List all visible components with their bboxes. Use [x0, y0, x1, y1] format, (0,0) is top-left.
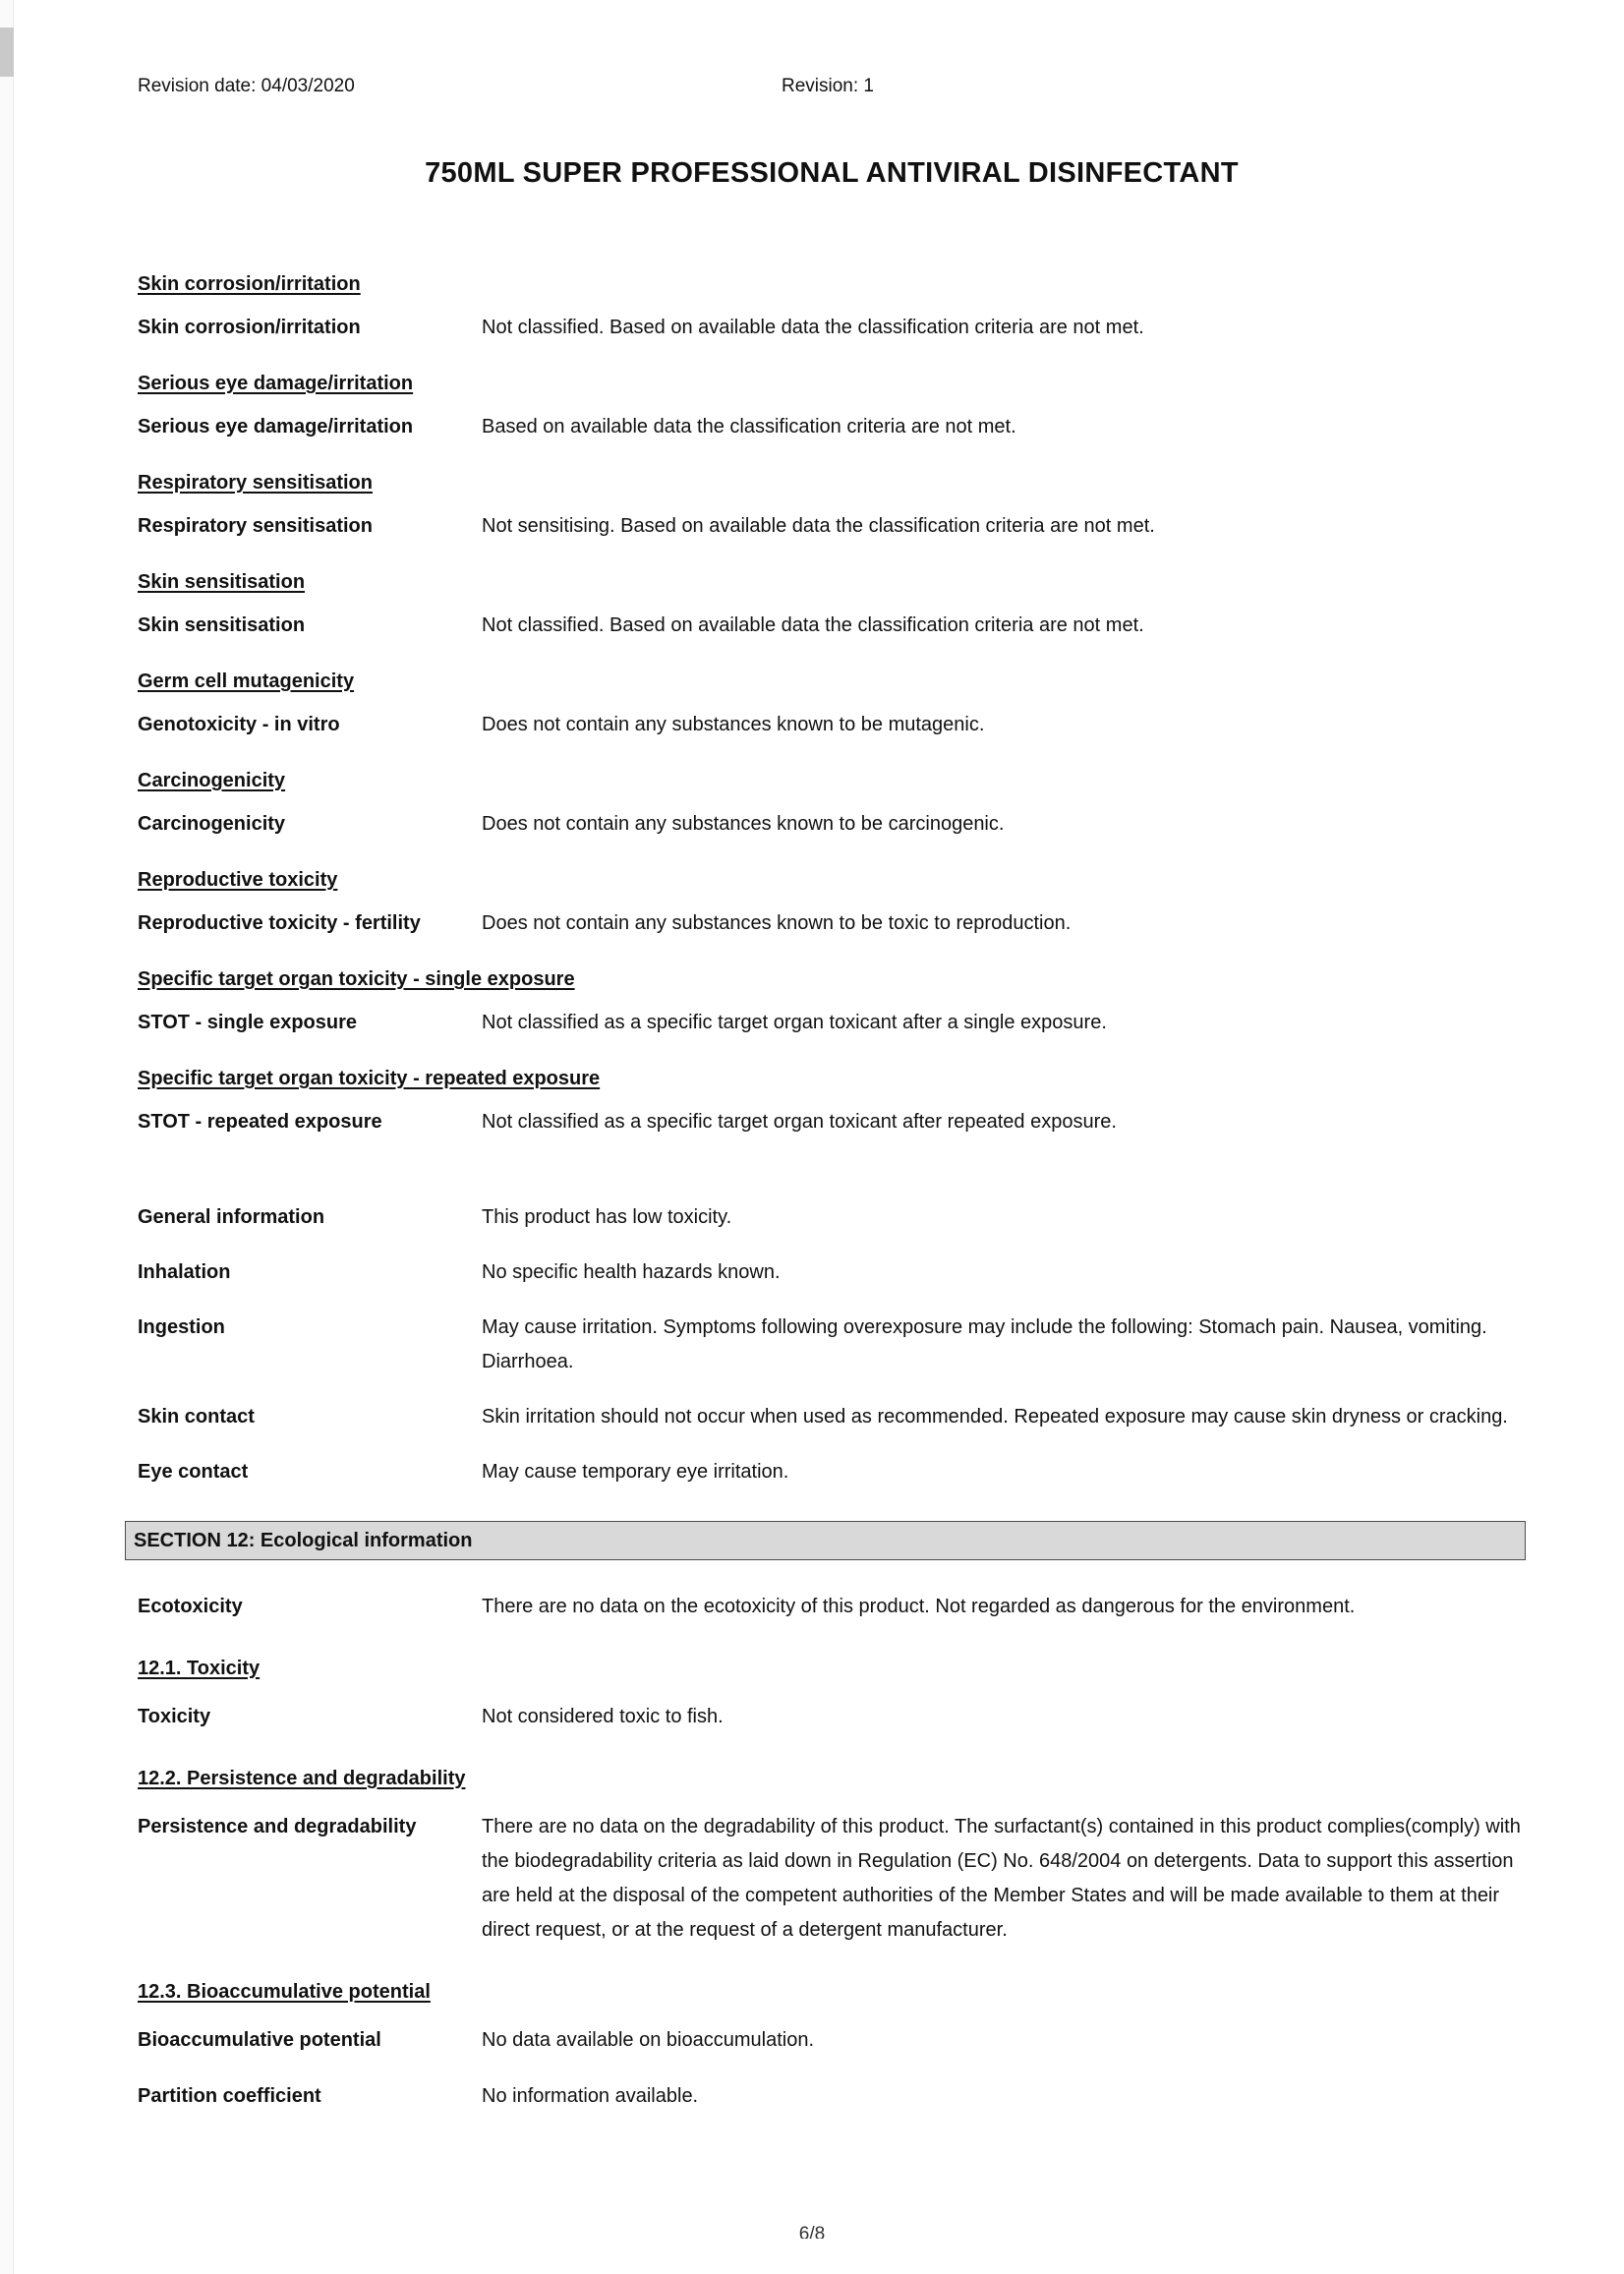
revision-number-text: Revision: 1: [782, 76, 874, 96]
field-value: Not classified as a specific target organ toxicant after a single exposure.: [482, 1012, 1107, 1033]
field-value: May cause temporary eye irritation.: [482, 1461, 789, 1483]
document-header: [138, 0, 1526, 98]
field-value: There are no data on the degradability of this product. The surfactant(s) contained in this product complies(comply) with the biodegradability criteria as laid down in Regulation (EC) No. 648/2004 on detergents. Data to support this assertion are held at the disposal of the competent authorities of the Member States and will be made available to them at their direct request, or at the request of a detergent manufacturer.: [482, 1816, 1521, 1941]
group-heading: Skin sensitisation: [138, 571, 306, 593]
field-value: No information available.: [482, 2085, 699, 2107]
document-page: [134, 0, 1526, 2114]
field-value: No data available on bioaccumulation.: [482, 2029, 814, 2051]
field-row: [138, 1810, 1526, 1948]
group-heading: Carcinogenicity: [138, 770, 286, 791]
field-label: STOT - single exposure: [138, 1012, 358, 1033]
field-label: General information: [138, 1206, 325, 1228]
field-value: Based on available data the classification criteria are not met.: [482, 416, 1016, 437]
page-edge-strip: [0, 0, 14, 2274]
field-value: Not classified. Based on available data the classification criteria are not met.: [482, 614, 1144, 636]
field-value: Skin irritation should not occur when used as recommended. Repeated exposure may cause skin dryness or cracking.: [482, 1406, 1508, 1428]
field-value: Does not contain any substances known to be carcinogenic.: [482, 813, 1005, 835]
section-12-title: SECTION 12: Ecological information: [134, 1530, 473, 1551]
field-row: [138, 1400, 1526, 1434]
group-germ-cell-mutagenicity: [138, 665, 1526, 742]
field-label: Serious eye damage/irritation: [138, 416, 414, 437]
field-label: Skin corrosion/irritation: [138, 317, 361, 338]
toxicology-groups: [138, 267, 1526, 1139]
field-value: Not considered toxic to fish.: [482, 1706, 724, 1727]
field-label: Skin contact: [138, 1406, 255, 1428]
document-title: 750ML SUPER PROFESSIONAL ANTIVIRAL DISINFECTANT: [425, 157, 1239, 189]
health-effects-rows: [138, 1200, 1526, 1489]
field-label: Persistence and degradability: [138, 1816, 417, 1837]
field-row: [138, 1200, 1526, 1235]
field-row: [138, 311, 1526, 345]
field-label: Genotoxicity - in vitro: [138, 714, 340, 735]
field-value: This product has low toxicity.: [482, 1206, 732, 1228]
subsection-heading-12-2: 12.2. Persistence and degradability: [138, 1768, 466, 1789]
field-row: [138, 2079, 1526, 2114]
field-value: Does not contain any substances known to be toxic to reproduction.: [482, 912, 1072, 934]
group-heading: Respiratory sensitisation: [138, 472, 373, 494]
field-label: Respiratory sensitisation: [138, 515, 373, 537]
field-row: [138, 906, 1526, 941]
field-row: [138, 1255, 1526, 1290]
field-row: [138, 1590, 1526, 1624]
field-row: [138, 410, 1526, 444]
group-heading: Specific target organ toxicity - single exposure: [138, 968, 575, 990]
group-heading: Reproductive toxicity: [138, 869, 338, 891]
field-row: [138, 708, 1526, 742]
field-row: [138, 807, 1526, 842]
group-heading: Skin corrosion/irritation: [138, 273, 361, 295]
field-label: Ecotoxicity: [138, 1596, 243, 1617]
group-skin-corrosion: [138, 267, 1526, 345]
group-stot-repeated-exposure: [138, 1062, 1526, 1139]
group-respiratory-sensitisation: [138, 466, 1526, 544]
field-row: [138, 1455, 1526, 1489]
group-stot-single-exposure: [138, 962, 1526, 1040]
page-number: 6/8: [798, 2224, 826, 2239]
section-12-header-bar: [125, 1521, 1526, 1560]
field-value: No specific health hazards known.: [482, 1261, 781, 1283]
field-value: Does not contain any substances known to be mutagenic.: [482, 714, 985, 735]
field-row: [138, 1105, 1526, 1139]
subsection-heading-12-3: 12.3. Bioaccumulative potential: [138, 1981, 431, 2003]
group-heading: Specific target organ toxicity - repeated exposure: [138, 1068, 601, 1089]
field-row: [138, 609, 1526, 643]
field-value: There are no data on the ecotoxicity of this product. Not regarded as dangerous for the environment.: [482, 1596, 1356, 1617]
field-label: Toxicity: [138, 1706, 211, 1727]
field-label: Ingestion: [138, 1316, 225, 1338]
field-value: Not classified as a specific target organ toxicant after repeated exposure.: [482, 1111, 1117, 1133]
field-row: [138, 1700, 1526, 1734]
group-heading: Germ cell mutagenicity: [138, 671, 355, 692]
group-heading: Serious eye damage/irritation: [138, 373, 414, 394]
group-skin-sensitisation: [138, 565, 1526, 643]
revision-date-text: Revision date: 04/03/2020: [138, 76, 355, 96]
group-serious-eye-damage: [138, 367, 1526, 444]
field-label: STOT - repeated exposure: [138, 1111, 382, 1133]
field-row: [138, 509, 1526, 544]
field-label: Inhalation: [138, 1261, 231, 1283]
subsection-heading-12-1: 12.1. Toxicity: [138, 1658, 261, 1679]
group-reproductive-toxicity: [138, 863, 1526, 941]
field-label: Bioaccumulative potential: [138, 2029, 381, 2051]
field-label: Eye contact: [138, 1461, 249, 1483]
group-carcinogenicity: [138, 764, 1526, 842]
field-value: Not sensitising. Based on available data the classification criteria are not met.: [482, 515, 1155, 537]
field-label: Skin sensitisation: [138, 614, 306, 636]
field-label: Carcinogenicity: [138, 813, 286, 835]
field-label: Partition coefficient: [138, 2085, 321, 2107]
field-label: Reproductive toxicity - fertility: [138, 912, 421, 934]
field-row: [138, 1006, 1526, 1040]
field-row: [138, 1311, 1526, 1379]
field-row: [138, 2023, 1526, 2058]
page-edge-corner: [0, 28, 14, 77]
field-value: Not classified. Based on available data the classification criteria are not met.: [482, 317, 1144, 338]
field-value: May cause irritation. Symptoms following overexposure may include the following: Stomach pain. Nausea, vomiting. Diarrhoea.: [482, 1316, 1487, 1372]
